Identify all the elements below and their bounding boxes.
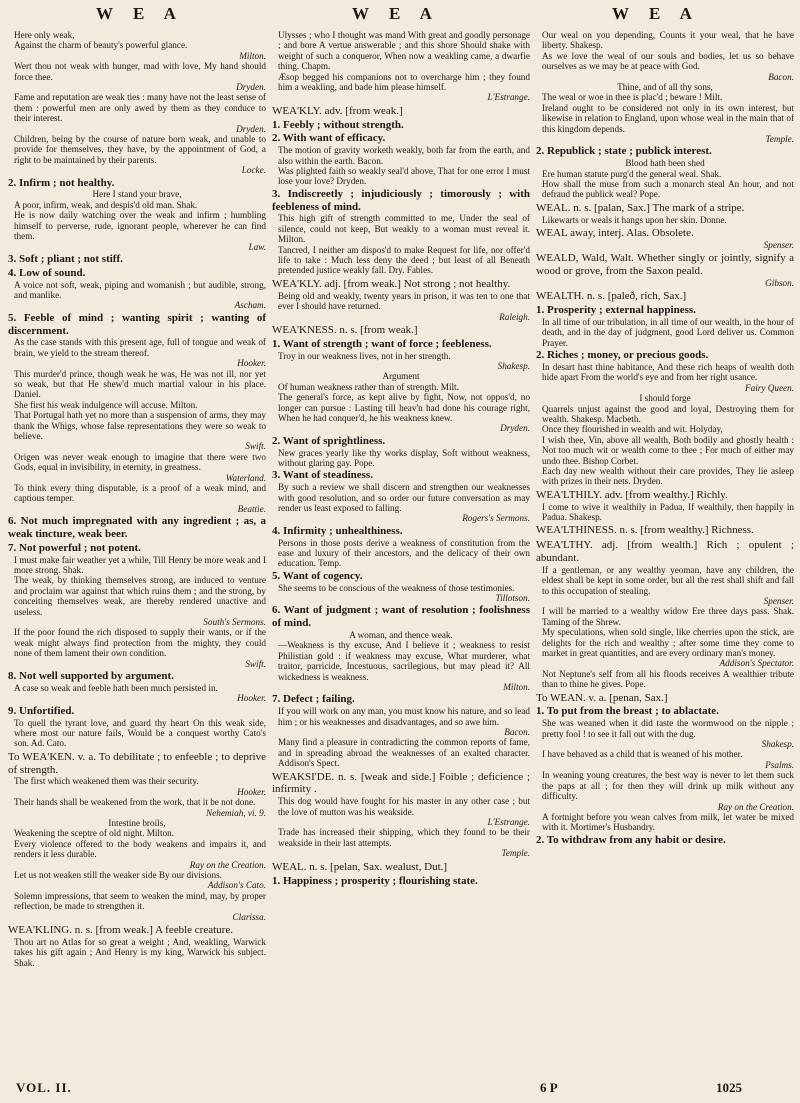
sense-definition: 2. Republick ; state ; publick interest. [536, 145, 712, 158]
dictionary-entry: To WEAN. v. a. [penan, Sax.] [536, 691, 668, 704]
quotation: A voice not soft, weak, piping and womanish ; but audible, strong, and manlike. [14, 279, 266, 300]
sense-definition: 2. To withdraw from any habit or desire. [536, 833, 726, 846]
sense-definition: 2. Riches ; money, or precious goods. [536, 349, 709, 362]
dictionary-entry: WEALTH. n. s. [paleð, rich, Sax.] [536, 290, 687, 303]
sense-definition: 1. To put from the breast ; to ablactate. [536, 705, 719, 718]
quotation: Solemn impressions, that seem to weaken the mind, may, by proper reflection, be made to strengthen it. [14, 890, 266, 912]
citation-source: Ray on the Creation. [717, 801, 794, 812]
quotation: He is now daily watching over the weak and infirm ; humbling himself to perverse, rude, ignorant people, wherever he can find them. [14, 210, 266, 242]
citation-source: Dryden. [500, 423, 530, 434]
citation-source: Tillotson. [495, 593, 530, 603]
dictionary-entry: WEAKSI'DE. n. s. [weak and side.] Foible ; deficience ; infirmity . [272, 770, 530, 796]
sense-definition: 3. Want of steadiness. [272, 469, 373, 482]
quotation: Being old and weakly, twenty years in prison, it was ten to one that ever I should have returned. [278, 290, 530, 312]
dictionary-entry: WEA'KLY. adj. [from weak.] Not strong ; not healthy. [272, 277, 511, 290]
sense-definition: 5. Feeble of mind ; wanting spirit ; wanting of discernment. [8, 311, 266, 337]
quotation: She first his weak indulgence will accuse. Milton. [14, 399, 198, 410]
quotation: Origen was never weak enough to imagine that there were two Gods, equal in invisibility, in eternity, in greatness. [14, 451, 266, 473]
quotation: Likewarts or weals it hangs upon her skin. Donne. [542, 214, 727, 225]
quotation: Once they flourished in wealth and wit. Holyday, [542, 424, 723, 435]
quotation: If a gentleman, or any wealthy yeoman, have any children, the eldest shall be kept in some order, but all the rest shall shift and fall to this occupation of stealing. [542, 564, 794, 596]
citation-source: Locke. [241, 165, 266, 176]
quotation: This high gift of strength committed to me, Under the seal of silence, could not keep, But weakly to a woman must reveal it. Milton. [278, 213, 530, 245]
quotation: The motion of gravity worketh weakly, both far from the earth, and also within the earth. Bacon. [278, 145, 530, 166]
dictionary-entry: To WEA'KEN. v. a. To debilitate ; to enfeeble ; to deprive of strength. [8, 750, 266, 776]
dictionary-entry: WEAL. n. s. [palan, Sax.] The mark of a stripe. [536, 201, 745, 214]
sense-definition: 1. Happiness ; prosperity ; flourishing state. [272, 874, 478, 887]
citation-source: Temple. [501, 848, 530, 859]
quotation: A woman, and thence weak. [349, 630, 453, 640]
citation-source: Nehemiah, vi. 9. [206, 807, 266, 818]
running-head-right: W E A [612, 4, 700, 23]
quotation: Our weal on you depending, Counts it your weal, that he have liberty. Shakesp. [542, 30, 794, 51]
quotation: Ere human statute purg'd the general weal. Shak. [542, 168, 722, 179]
citation-source: Swift. [245, 658, 266, 669]
quotation: Children, being by the course of nature born weak, and unable to provide for themselves, they have, by the appointment of God, a right to be maintained by their parents. [14, 134, 266, 165]
sense-definition: 3. Indiscreetly ; injudiciously ; timorously ; with feebleness of mind. [272, 187, 530, 213]
quotation: Quarrels unjust against the good and loyal, Destroying them for wealth. Shakesp. Macbeth. [542, 403, 794, 424]
quotation: Let us not weaken still the weaker side By our divisions. [14, 869, 222, 880]
quotation: As we love the weal of our souls and bodies, let us so behave ourselves as we may be at peace with God. [542, 50, 794, 72]
citation-source: Shakesp. [761, 739, 794, 750]
quotation: Of human weakness rather than of strength. Milt. [278, 381, 459, 392]
citation-source: Dryden. [236, 123, 266, 134]
quotation: Persons in those posts derive a weakness of constitution from the ease and luxury of their ancestors, and the delicacy of their own education. Temp. [278, 537, 530, 569]
citation-source: Clarissa. [232, 911, 266, 922]
quotation: Here I stand your brave, [92, 189, 182, 200]
quotation: Æsop begged his companions not to overcharge him ; they found him a weakling, and bade him please himself. [278, 71, 530, 93]
quotation: The general's force, as kept alive by fight, Now, not oppos'd, no longer can pursue : Lasting till heav'n had done his courage right, When he had conquer'd, he his weakness knew. [278, 392, 530, 423]
sense-definition: 7. Defect ; failing. [272, 693, 355, 706]
quotation: Not Neptune's self from all his floods receives A wealthier tribute than to thine he gives. Pope. [542, 668, 794, 690]
dictionary-entry: WEAL. n. s. [pelan, Sax. wealust, Dut.] [272, 860, 448, 873]
citation-source: Beattie. [237, 503, 266, 514]
quotation: Their hands shall be weakened from the work, that it be not done. [14, 797, 256, 808]
citation-source: Rogers's Sermons. [462, 513, 530, 524]
quotation: —Weakness is thy excuse, And I believe it ; weakness to resist Philistian gold : if weakness may excuse, What murderer, what traitor, parricide, Incestuous, sacrilegious, but may plead it? All wickedness is weakness. [278, 640, 530, 682]
citation-source: Addison's Spectator. [719, 658, 794, 669]
citation-source: Fairy Queen. [745, 382, 794, 393]
quotation: Fame and reputation are weak ties : many have not the least sense of them : powerful men are only awed by them as they conduce to their interest. [14, 92, 266, 124]
quotation: Was plighted faith so weakly seal'd above, That for one error I must lose your love? Dryden. [278, 166, 530, 187]
quotation: How shall the muse from such a monarch steal An hour, and not defraud the publick weal? Pope. [542, 179, 794, 200]
sense-definition: 1. Prosperity ; external happiness. [536, 304, 696, 317]
quotation: A fortnight before you wean calves from milk, let water be mixed with it. Mortimer's Husbandry. [542, 811, 794, 833]
column-middle [272, 30, 530, 1070]
quotation: The weak, by thinking themselves strong, are induced to venture and proclaim war against that which ruins them ; and the strong, by conceiting themselves weak, are thereby rendered unactive and useless. [14, 575, 266, 617]
volume-label: VOL. II. [16, 1080, 72, 1095]
citation-source: Ascham. [234, 300, 266, 311]
quotation: In desart hast thine habitance, And these rich heaps of wealth doth hide apart From the world's eye and from her right usance. [542, 361, 794, 383]
citation-source: Bacon. [768, 71, 794, 82]
quotation: By such a review we shall discern and strengthen our weaknesses with good resolution, and so order our future conversation as may render us least exposed to falling. [278, 482, 530, 513]
quotation: Troy in our weakness lives, not in her strength. [278, 350, 451, 361]
quotation: I have behaved as a child that is weaned of his mother. [542, 749, 743, 760]
citation-source: L'Estrange. [487, 92, 530, 103]
quotation: Tancred, I neither am dispos'd to make Request for life, nor offer'd life to take : Much less deny the deed ; but least of all Beneath pretended justice weakly fall. Dry. Fables. [278, 244, 530, 276]
dictionary-entry: WEA'LTHINESS. n. s. [from wealthy.] Richness. [536, 524, 754, 537]
citation-source: Temple. [765, 134, 794, 145]
quotation: Weakening the sceptre of old night. Milton. [14, 828, 175, 839]
quotation: Thine, and of all thy sons, [617, 82, 713, 93]
quotation: I should forge [639, 393, 691, 404]
citation-source: South's Sermons. [203, 617, 266, 628]
quotation: If the poor found the rich disposed to supply their wants, or if the weak might always find protection from the mighty, they could none of them lament their own condition. [14, 627, 266, 659]
citation-source: Hooker. [237, 786, 266, 797]
quotation: To quell the tyrant love, and guard thy heart On this weak side, where most our nature fails, Would be a conquest worthy Cato's son. Ad. Cato. [14, 717, 266, 749]
quotation: As the case stands with this present age, full of tongue and weak of brain, we yield to the stream thereof. [14, 337, 266, 358]
quotation: Many find a pleasure in contradicting the common reports of fame, and in spreading abroad the weaknesses of an exalted character. Addison's Spect. [278, 737, 530, 769]
quotation: If you will work on any man, you must know his nature, and so lead him ; or his weaknesses and disadvantages, and so awe him. [278, 706, 530, 727]
quotation: That Portugal hath yet no more than a suspension of arms, they may thank the Whigs, whose false representations they were so weak to believe. [14, 410, 266, 441]
sense-definition: 2. Infirm ; not healthy. [8, 176, 115, 189]
quotation: Every violence offered to the body weakens and impairs it, and renders it less durable. [14, 838, 266, 860]
sense-definition: 6. Not much impregnated with any ingredient ; as, a weak tincture, weak beer. [8, 515, 266, 541]
quotation: She was weaned when it did taste the wormwood on the nipple ; pretty fool ! to see it fall out with the dug. [542, 718, 794, 739]
dictionary-entry: WEA'LTHY. adj. [from wealth.] Rich ; opulent ; abundant. [536, 539, 794, 564]
quotation: Blood hath been shed [625, 158, 705, 169]
quotation: Ulysses ; who I thought was mand With great and goodly personage ; and bore A vertue answerable ; and this shore Should shake with weight of such a conqueror, When now a weakling came, a dwarfie thing. Chapm. [278, 30, 530, 72]
quotation: To think every thing disputable, is a proof of a weak mind, and captious temper. [14, 483, 266, 504]
dictionary-entry: WEA'KLING. n. s. [from weak.] A feeble creature. [8, 924, 233, 936]
citation-source: Hooker. [237, 693, 266, 704]
quotation: Each day new wealth without their care provides, They lie asleep with prizes in their nets. Dryden. [542, 465, 794, 487]
quotation: A poor, infirm, weak, and despis'd old man. Shak. [14, 199, 198, 210]
sense-definition: 6. Want of judgment ; want of resolution ; foolishness of mind. [272, 604, 530, 630]
dictionary-entry: WEA'LTHILY. adv. [from wealthy.] Richly. [536, 488, 728, 501]
quotation: Here only weak, [14, 30, 75, 40]
quotation: New graces yearly like thy works display, Soft without weakness, without glaring gay. Pope. [278, 447, 530, 468]
citation-source: Law. [248, 241, 266, 252]
running-head-center: W E A [352, 4, 440, 23]
citation-source: Milton. [503, 682, 530, 693]
citation-source: Hooker. [237, 358, 266, 369]
citation-source: Dryden. [236, 82, 266, 93]
citation-source: Swift. [245, 441, 266, 452]
page-number: 1025 [716, 1080, 742, 1095]
quotation: I come to wive it wealthily in Padua, If wealthily, then happily in Padua. Shakesp. [542, 501, 794, 522]
sense-definition: 1. Want of strength ; want of force ; feebleness. [272, 337, 492, 350]
quotation: Thou art no Atlas for so great a weight ; And, weakling, Warwick takes his gift again ; And Henry is my king, Warwick his subject. Shak. [14, 936, 266, 968]
column-right [536, 30, 794, 1070]
quotation: My speculations, when sold single, like cherries upon the stick, are delights for the rich and wealthy ; after some time they come to market in great quantities, and are every ordinary man's money. [542, 627, 794, 659]
quotation: This murder'd prince, though weak he was, He was not ill, nor yet so weak, but that He shew'd much martial valour in his place. Daniel. [14, 368, 266, 400]
citation-source: Milton. [239, 50, 266, 61]
citation-source: Bacon. [504, 727, 530, 738]
sense-definition: 4. Low of sound. [8, 266, 86, 279]
quotation: Argument [382, 371, 420, 382]
quotation: I will be married to a wealthy widow Ere three days pass. Shak. Taming of the Shrew. [542, 606, 794, 627]
signature-mark: 6 P [540, 1080, 558, 1095]
citation-source: Addison's Cato. [207, 880, 266, 891]
quotation: In all time of our tribulation, in all time of our wealth, in the hour of death, and in the day of judgment, good Lord deliver us. Common Prayer. [542, 316, 794, 348]
citation-source: Gibson. [765, 277, 794, 288]
quotation: Intestine broils, [108, 817, 166, 828]
quotation: She seems to be conscious of the weakness of those testimonies. [278, 582, 515, 593]
citation-source: L'Estrange. [487, 817, 530, 828]
dictionary-entry: WEAL away, interj. Alas. Obsolete. [536, 227, 694, 240]
column-left [8, 30, 266, 1070]
citation-source: Spenser. [763, 239, 794, 250]
sense-definition: 4. Infirmity ; unhealthiness. [272, 524, 403, 537]
quotation: Wert thou not weak with hunger, mad with love, My hand should force thee. [14, 61, 266, 82]
citation-source: Ray on the Creation. [189, 859, 266, 870]
citation-source: Psalms. [765, 759, 794, 770]
quotation: The weal or woe in thee is plac'd ; beware ! Milt. [542, 92, 723, 103]
citation-source: Shakesp. [497, 360, 530, 371]
quotation: This dog would have fought for his master in any other case ; but the love of mutton was his weakside. [278, 796, 530, 817]
dictionary-entry: WEA'KNESS. n. s. [from weak.] [272, 323, 418, 336]
quotation: The first which weakened them was their security. [14, 776, 199, 787]
text-columns [8, 30, 794, 1070]
quotation: I must make fair weather yet a while, Till Henry be more weak and I more strong. Shak. [14, 554, 266, 576]
dictionary-entry: WEALD, Wald, Walt. Whether singly or jointly, signify a wood or grove, from the Saxon peald. [536, 252, 794, 278]
quotation: A case so weak and feeble hath been much persisted in. [14, 682, 218, 693]
citation-source: Raleigh. [499, 311, 530, 322]
running-head-left: W E A [96, 4, 184, 23]
citation-source: Spenser. [763, 596, 794, 606]
sense-definition: 5. Want of cogency. [272, 569, 363, 582]
sense-definition: 8. Not well supported by argument. [8, 670, 174, 683]
quotation: Trade has increased their shipping, which they found to be their weakside in their last attempts. [278, 827, 530, 848]
quotation: I wish thee, Vin, above all wealth, Both bodily and ghostly health : Not too much wit or wealth come to thee ; For much of either may undo thee. Bishop Corbet. [542, 434, 794, 466]
sense-definition: 7. Not powerful ; not potent. [8, 541, 141, 554]
sense-definition: 2. Want of sprightliness. [272, 434, 386, 447]
quotation: In weaning young creatures, the best way is never to let them suck the paps at all ; for then they will drink up milk without any difficulty. [542, 770, 794, 802]
sense-definition: 3. Soft ; pliant ; not stiff. [8, 252, 123, 265]
sense-definition: 1. Feebly ; without strength. [272, 118, 404, 131]
citation-source: Waterland. [225, 472, 266, 483]
dictionary-entry: WEA'KLY. adv. [from weak.] [272, 104, 403, 117]
sense-definition: 2. With want of efficacy. [272, 132, 386, 145]
quotation: Against the charm of beauty's powerful glance. [14, 40, 188, 51]
quotation: Ireland ought to be considered not only in its own interest, but likewise in relation to England, upon whose weal in the main that of this kingdom depends. [542, 102, 794, 134]
sense-definition: 9. Unfortified. [8, 704, 75, 717]
